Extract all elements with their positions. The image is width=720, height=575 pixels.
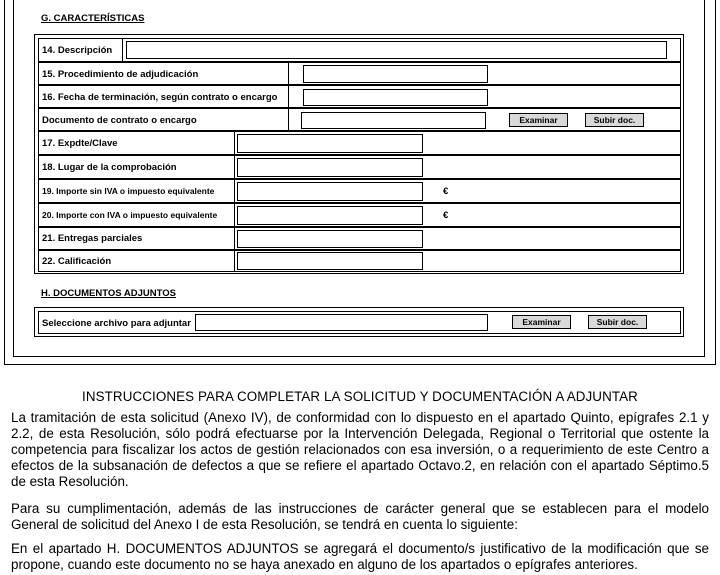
label-lugar-comprobacion: 18. Lugar de la comprobación (42, 162, 177, 173)
row-procedimiento (38, 62, 681, 85)
row-importe-con-iva (38, 203, 681, 227)
documento-contrato-input[interactable] (301, 112, 486, 129)
row-divider (288, 109, 289, 130)
label-entregas-parciales: 21. Entregas parciales (42, 233, 143, 244)
row-expdte-clave (38, 131, 681, 155)
archivo-input[interactable] (195, 314, 488, 331)
euro-symbol: € (443, 210, 449, 221)
row-divider (234, 251, 235, 271)
importe-con-iva-input[interactable] (237, 206, 423, 225)
row-divider (288, 63, 289, 84)
row-entregas-parciales (38, 227, 681, 250)
label-procedimiento: 15. Procedimiento de adjudicación (42, 69, 199, 80)
lugar-comprobacion-input[interactable] (237, 158, 423, 177)
examinar-adjunto-button[interactable]: Examinar (512, 315, 571, 329)
instructions-paragraph-1: La tramitación de esta solicitud (Anexo IV), de conformidad con lo dispuesto en el apartado Quinto, epígrafes 2.1 y 2.2, de esta Resolución, sólo podrá efectuarse por la Intervención Delegada, Regional o Territorial que ostente la competencia para fiscalizar los actos de gestión relacionados con esa inversión, o a requerimiento de este Centro a efectos de la subsanación de defectos a que se refiere el apartado Octavo.2, en relación con el apartado Séptimo.5 de esta Resolución. (11, 410, 709, 489)
row-divider (234, 180, 235, 202)
row-descripcion (38, 38, 681, 62)
instructions-paragraph-2: Para su cumplimentación, además de las instrucciones de carácter general que se establecen para el modelo General de solicitud del Anexo I de esta Resolución, se tendrá en cuenta lo siguiente: (11, 501, 709, 532)
subir-doc-button[interactable]: Subir doc. (585, 113, 644, 127)
euro-symbol: € (443, 186, 449, 197)
label-expdte-clave: 17. Expdte/Clave (42, 138, 118, 149)
section-g-title: G. CARACTERÍSTICAS (41, 13, 145, 24)
importe-sin-iva-input[interactable] (237, 182, 423, 201)
label-importe-con-iva: 20. Importe con IVA o impuesto equivalente (42, 210, 218, 220)
section-h-title: H. DOCUMENTOS ADJUNTOS (41, 288, 176, 299)
row-divider (288, 86, 289, 107)
procedimiento-input[interactable] (303, 65, 488, 83)
row-lugar-comprobacion (38, 155, 681, 179)
row-importe-sin-iva (38, 179, 681, 203)
instructions-title: INSTRUCCIONES PARA COMPLETAR LA SOLICITUD Y DOCUMENTACIÓN A ADJUNTAR (82, 389, 638, 404)
row-fecha-terminacion (38, 85, 681, 108)
row-divider (234, 156, 235, 178)
label-fecha-terminacion: 16. Fecha de terminación, según contrato o encargo (42, 92, 278, 103)
fecha-terminacion-input[interactable] (303, 89, 488, 106)
row-documento-contrato (38, 108, 681, 131)
label-documento-contrato: Documento de contrato o encargo (42, 115, 197, 126)
row-divider (234, 132, 235, 154)
calificacion-input[interactable] (237, 252, 423, 270)
row-calificacion (38, 250, 681, 272)
label-calificacion: 22. Calificación (42, 256, 112, 267)
row-adjuntar (38, 311, 681, 334)
instructions-paragraph-3: En el apartado H. DOCUMENTOS ADJUNTOS se agregará el documento/s justificativo de la modificación que se propone, cuando este documento no se haya anexado en alguno de los apartados o epígrafes anteriores. (11, 541, 709, 572)
descripcion-input[interactable] (126, 41, 667, 59)
row-divider (234, 228, 235, 249)
label-seleccione-archivo: Seleccione archivo para adjuntar (42, 318, 191, 329)
label-descripcion: 14. Descripción (42, 45, 113, 56)
subir-doc-adjunto-button[interactable]: Subir doc. (588, 315, 647, 329)
row-divider (122, 39, 123, 61)
entregas-parciales-input[interactable] (237, 230, 423, 248)
examinar-button[interactable]: Examinar (509, 113, 568, 127)
label-importe-sin-iva: 19. Importe sin IVA o impuesto equivalente (42, 186, 215, 196)
expdte-clave-input[interactable] (237, 134, 423, 153)
row-divider (234, 204, 235, 226)
